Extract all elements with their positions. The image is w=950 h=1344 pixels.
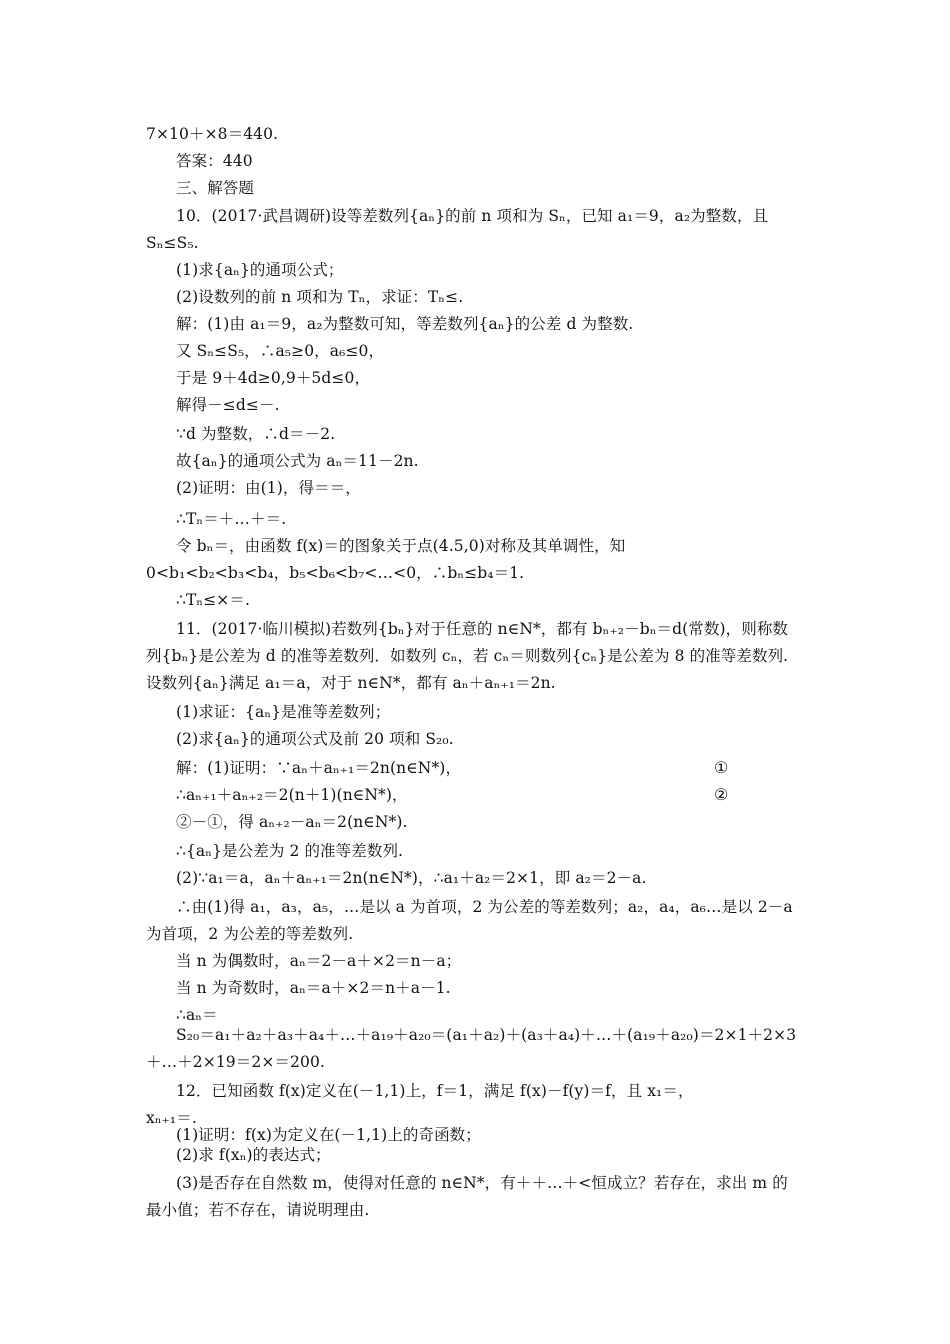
problem-11-statement: 11．(2017·临川模拟)若数列{bₙ}对于任意的 n∈N*，都有 bₙ₊₂－bₙ＝d(常数)，则称数 bbox=[176, 620, 789, 638]
text-line: 解：(1)由 a₁＝9，a₂为整数可知，等差数列{aₙ}的公差 d 为整数. bbox=[176, 315, 634, 333]
text-line: (2)设数列的前 n 项和为 Tₙ，求证：Tₙ≤. bbox=[176, 288, 464, 306]
text-line: 当 n 为奇数时，aₙ＝a＋×2＝n＋a－1. bbox=[176, 979, 451, 997]
text-line: ②－①，得 aₙ₊₂－aₙ＝2(n∈N*). bbox=[176, 813, 408, 831]
text-line: (2)求{aₙ}的通项公式及前 20 项和 S₂₀. bbox=[176, 730, 454, 748]
text-line: 7×10＋×8＝440. bbox=[146, 125, 279, 143]
text-line: ∴{aₙ}是公差为 2 的准等差数列. bbox=[176, 842, 404, 860]
text-line: Sₙ≤S₅. bbox=[146, 234, 199, 252]
text-line: ∴由(1)得 a₁，a₃，a₅，…是以 a 为首项，2 为公差的等差数列；a₂，a₄，a₆…是以 2－a bbox=[176, 898, 793, 916]
problem-12-statement: 12．已知函数 f(x)定义在(－1,1)上，f＝1，满足 f(x)－f(y)＝f，且 x₁＝， bbox=[176, 1082, 694, 1100]
problem-10-statement: 10．(2017·武昌调研)设等差数列{aₙ}的前 n 项和为 Sₙ，已知 a₁＝9，a₂为整数，且 bbox=[176, 207, 769, 225]
text-line: 故{aₙ}的通项公式为 aₙ＝11－2n. bbox=[176, 452, 419, 470]
text-line: (2)∵a₁＝a，aₙ＋aₙ₊₁＝2n(n∈N*)，∴a₁＋a₂＝2×1，即 a₂＝2－a. bbox=[176, 869, 647, 887]
text-line: 于是 9＋4d≥0,9＋5d≤0， bbox=[176, 369, 371, 387]
text-line: xₙ₊₁＝. bbox=[146, 1109, 197, 1127]
equation-marker-2: ② bbox=[714, 785, 729, 804]
text-line: (2)求 f(xₙ)的表达式； bbox=[176, 1146, 331, 1164]
text-line: 设数列{aₙ}满足 a₁＝a，对于 n∈N*，都有 aₙ＋aₙ₊₁＝2n. bbox=[146, 674, 556, 692]
text-line: (1)求证：{aₙ}是准等差数列； bbox=[176, 703, 391, 721]
text-line: ∴Tₙ＝＋…＋＝. bbox=[176, 510, 287, 528]
text-line: (3)是否存在自然数 m，使得对任意的 n∈N*，有＋＋…＋<恒成立？若存在，求出 m 的 bbox=[176, 1174, 788, 1192]
text-line: 0<b₁<b₂<b₃<b₄，b₅<b₆<b₇<…<0，∴bₙ≤b₄＝1. bbox=[146, 564, 525, 582]
text-line: 为首项，2 为公差的等差数列. bbox=[146, 925, 354, 943]
section-heading: 三、解答题 bbox=[176, 179, 255, 197]
text-line: (2)证明：由(1)，得＝＝， bbox=[176, 479, 361, 497]
text-line: 解：(1)证明：∵aₙ＋aₙ₊₁＝2n(n∈N*)， bbox=[176, 759, 462, 777]
text-line: 令 bₙ＝，由函数 f(x)＝的图象关于点(4.5,0)对称及其单调性，知 bbox=[176, 537, 626, 555]
text-line: 当 n 为偶数时，aₙ＝2－a＋×2＝n－a； bbox=[176, 952, 462, 970]
text-line: ＋…＋2×19＝2×＝200. bbox=[146, 1053, 325, 1071]
answer-line: 答案：440 bbox=[176, 152, 253, 170]
text-line: (1)求{aₙ}的通项公式； bbox=[176, 261, 344, 279]
text-line: (1)证明：f(x)为定义在(－1,1)上的奇函数； bbox=[176, 1126, 481, 1144]
text-line: ∴aₙ₊₁＋aₙ₊₂＝2(n＋1)(n∈N*)， bbox=[176, 786, 408, 804]
text-line: ∴Tₙ≤×＝. bbox=[176, 591, 251, 609]
text-line: ∴aₙ＝ bbox=[176, 1006, 218, 1024]
text-line: ∵d 为整数，∴d＝－2. bbox=[176, 425, 336, 443]
text-line: 又 Sₙ≤S₅，∴a₅≥0，a₆≤0， bbox=[176, 342, 385, 360]
equation-marker-1: ① bbox=[714, 758, 729, 777]
text-line: 解得－≤d≤－. bbox=[176, 396, 280, 414]
text-line: 最小值；若不存在，请说明理由. bbox=[146, 1201, 370, 1219]
text-line: S₂₀＝a₁＋a₂＋a₃＋a₄＋…＋a₁₉＋a₂₀＝(a₁＋a₂)＋(a₃＋a₄)＋…＋(a₁₉＋a₂₀)＝2×1＋2×3 bbox=[176, 1026, 797, 1044]
text-line: 列{bₙ}是公差为 d 的准等差数列．如数列 cₙ，若 cₙ＝则数列{cₙ}是公差为 8 的准等差数列. bbox=[146, 647, 789, 665]
